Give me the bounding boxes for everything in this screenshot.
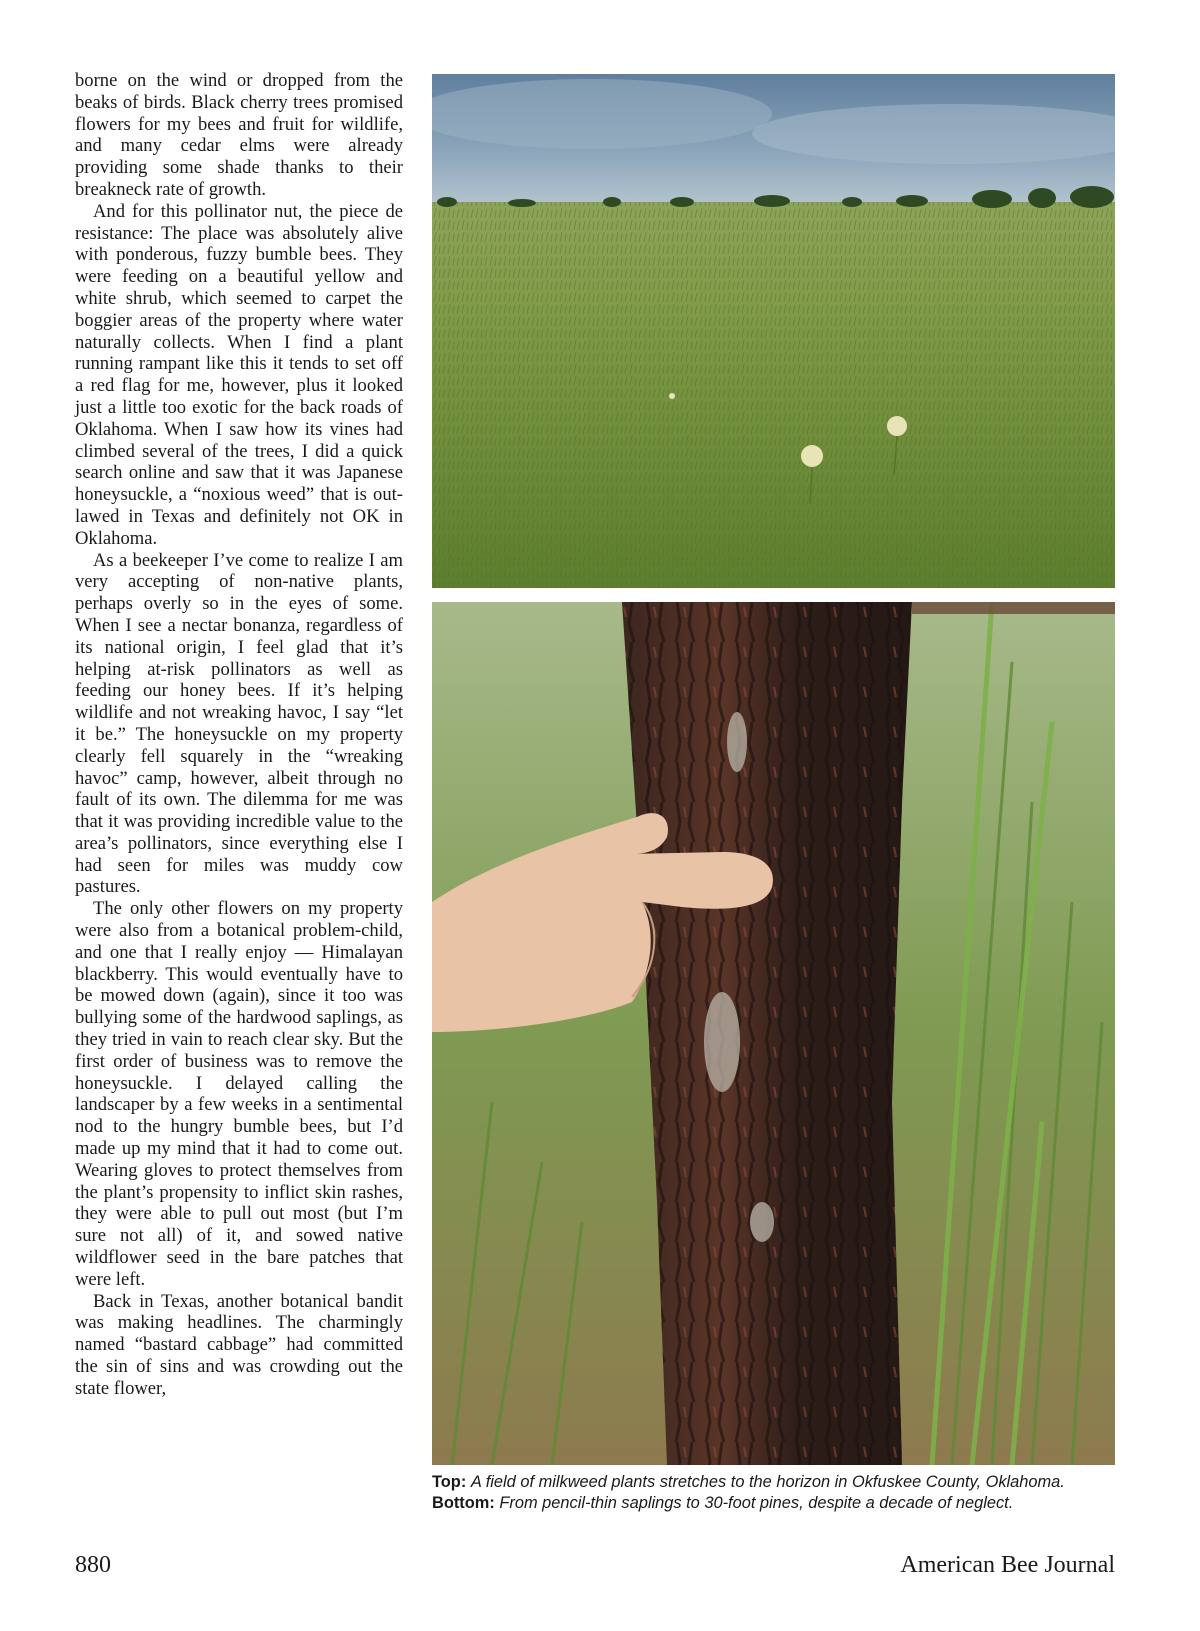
paragraph: Back in Texas, another botanical bandit was making headlines. The charmingly named “bastard cabbage” had committed the sin of sins and was crowding out the state flower,: [75, 1290, 403, 1399]
article-body: [75, 70, 403, 1400]
photo-milkweed-field: [432, 74, 1115, 588]
paragraph: borne on the wind or dropped from the beaks of birds. Black cherry trees promised flowers for my bees and fruit for wildlife, and many cedar elms were already providing some shade thanks to their breakneck rate of growth.: [75, 70, 403, 200]
journal-name: American Bee Journal: [900, 1552, 1115, 1578]
caption-bottom-text: From pencil-thin saplings to 30-foot pines, despite a decade of neglect.: [499, 1494, 1014, 1512]
paragraph: The only other flowers on my property were also from a botanical problem-child, and one that I really enjoy — Himalayan blackberry. This would eventually have to be mowed down (again), since it too was bullying some of the hardwood saplings, as they tried in vain to reach clear sky. But the first order of business was to remove the honeysuckle. I delayed calling the landscaper by a few weeks in a sentimental nod to the hungry bumble bees, but I’d made up my mind that it had to come out. Wearing gloves to protect themselves from the plant’s propensity to inflict skin rashes, they were able to pull out most (but I’m sure not all) of it, and sowed native wildflower seed in the bare patches that were left.: [75, 898, 403, 1290]
photo-pine-trunk: [432, 602, 1115, 1465]
paragraph: And for this pollinator nut, the piece de resistance: The place was absolutely alive with ponderous, fuzzy bumble bees. They were feeding on a beautiful yellow and white shrub, which seemed to carpet the boggier areas of the property where water naturally collects. When I find a plant running rampant like this it tends to set off a red flag for me, however, plus it looked just a little too exotic for the back roads of Oklahoma. When I saw how its vines had climbed several of the trees, I did a quick search online and saw that it was Japanese honeysuckle, a “noxious weed” that is outlawed in Texas and definitely not OK in Oklahoma.: [75, 200, 403, 549]
caption-bottom-label: Bottom:: [432, 1494, 495, 1512]
page-number: 880: [75, 1552, 111, 1578]
paragraph: As a beekeeper I’ve come to realize I am very accepting of non-native plants, perhaps overly so in the eyes of some. When I see a nectar bonanza, regardless of its national origin, I feel glad that it’s helping at-risk pollinators as well as feeding our honey bees. If it’s helping wildlife and not wreaking havoc, I say “let it be.” The honeysuckle on my property clearly fell squarely in the “wreaking havoc” camp, however, albeit through no fault of its own. The dilemma for me was that it was providing incredible value to the area’s pollinators, since everything else I had seen for miles was muddy cow pastures.: [75, 549, 403, 898]
photo-caption: [432, 1472, 1122, 1514]
caption-top-text: A field of milkweed plants stretches to the horizon in Okfuskee County, Oklahoma.: [470, 1473, 1065, 1491]
caption-top-label: Top:: [432, 1473, 467, 1491]
